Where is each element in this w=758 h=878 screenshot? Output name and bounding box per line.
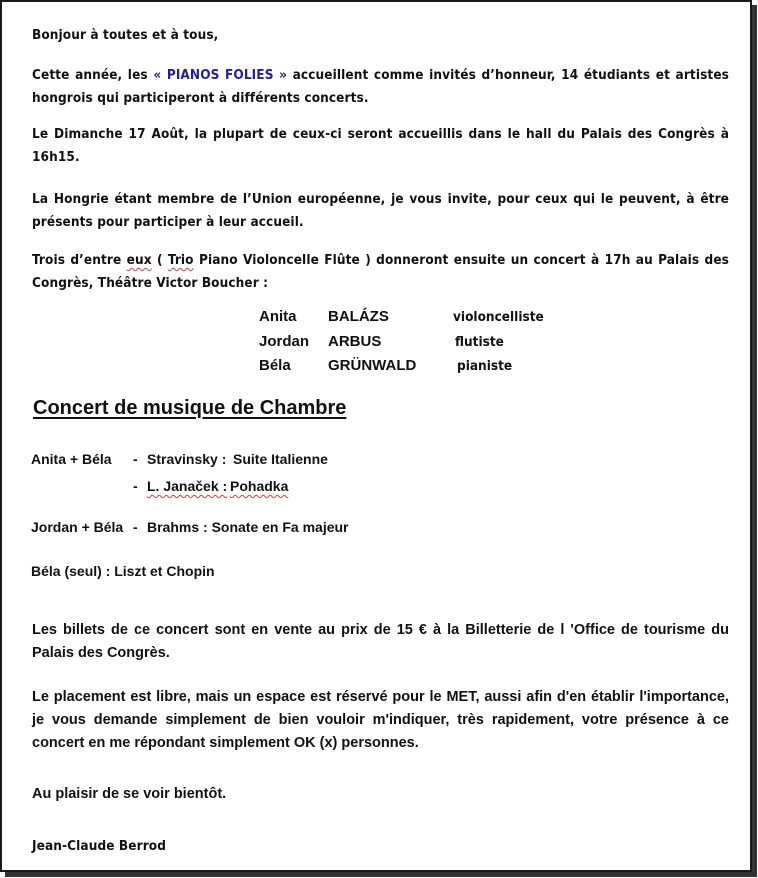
program-work: Suite Italienne	[233, 451, 328, 467]
musician-first-name: Anita	[259, 308, 297, 325]
program-dash: -	[133, 451, 138, 467]
paragraph-invitation: Cette année, les « PIANOS FOLIES » accueillent comme invités d’honneur, 14 étudiants et artistes hongrois qui participeront à différents concerts.	[32, 67, 729, 106]
program-performers: Jordan + Béla	[31, 519, 124, 535]
musician-first-name: Béla	[259, 357, 291, 374]
program-composer: L. Janaček :	[147, 478, 228, 494]
paragraph-tickets: Les billets de ce concert sont en vente au prix de 15 € à la Billetterie de l 'Office de tourisme du Palais des Congrès.	[32, 622, 729, 661]
pianos-folies-highlight: « PIANOS FOLIES »	[153, 67, 288, 83]
spell-flag-trio: Trio	[167, 252, 194, 268]
musician-role: violoncelliste	[453, 309, 544, 325]
program-performers: Anita + Béla	[31, 451, 112, 467]
program-solo: Béla (seul) : Liszt et Chopin	[31, 563, 215, 579]
paragraph-placement: Le placement est libre, mais un espace est réservé pour le MET, aussi afin d'en établir l'importance, je vous demande simplement de bien vouloir m'indiquer, très rapidement, votre présence à ce concert en me répondant simplement OK (x) personnes.	[32, 689, 729, 751]
musician-role: flutiste	[455, 334, 504, 350]
spell-flag-eux: eux	[126, 252, 152, 268]
program-dash: -	[133, 519, 138, 535]
musician-last-name: GRÜNWALD	[328, 357, 417, 374]
musician-last-name: ARBUS	[328, 333, 382, 350]
paragraph-union: La Hongrie étant membre de l’Union européenne, je vous invite, pour ceux qui le peuvent, à être présents pour participer à leur accueil.	[32, 191, 729, 230]
program-dash: -	[133, 478, 138, 494]
program-work: Pohadka	[230, 478, 289, 494]
signature: Jean-Claude Berrod	[32, 838, 167, 854]
paragraph-trio: Trois d’entre eux ( Trio Piano Violoncelle Flûte ) donneront ensuite un concert à 17h au Palais des Congrès, Théâtre Victor Boucher :	[32, 252, 729, 291]
paragraph-reception: Le Dimanche 17 Août, la plupart de ceux-ci seront accueillis dans le hall du Palais des Congrès à 16h15.	[32, 126, 729, 165]
greeting: Bonjour à toutes et à tous,	[32, 27, 219, 43]
closing-line: Au plaisir de se voir bientôt.	[32, 786, 227, 802]
musician-role: pianiste	[457, 358, 513, 374]
program-composer: Stravinsky :	[147, 451, 227, 467]
musician-last-name: BALÁZS	[328, 308, 389, 325]
program-heading: Concert de musique de Chambre	[33, 397, 347, 419]
musician-first-name: Jordan	[259, 333, 310, 350]
program-piece: Brahms : Sonate en Fa majeur	[147, 519, 349, 535]
